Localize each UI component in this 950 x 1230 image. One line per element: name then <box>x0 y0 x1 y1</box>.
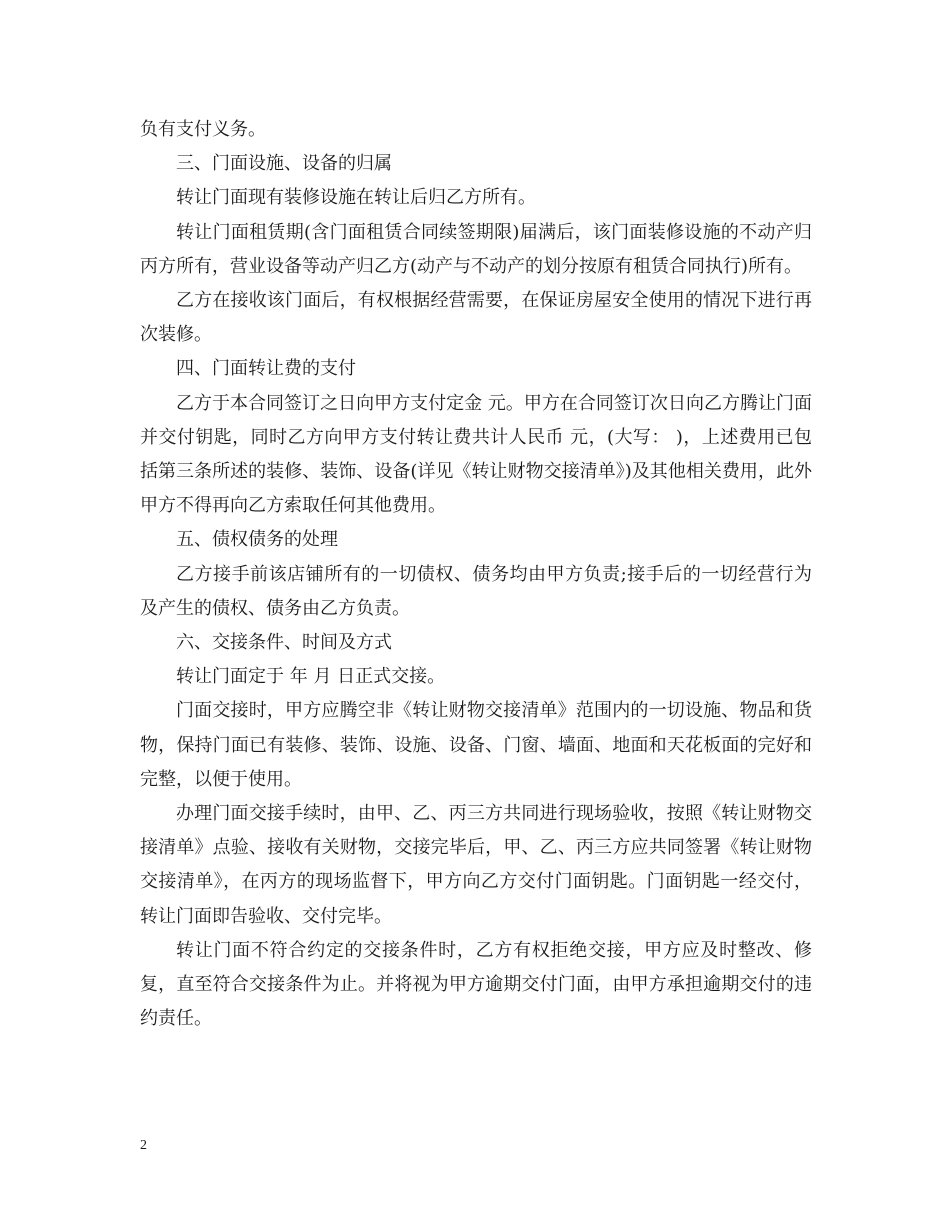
document-body <box>140 113 812 1036</box>
paragraph: 门面交接时，甲方应腾空非《转让财物交接清单》范围内的一切设施、物品和货物，保持门面已有装修、装饰、设施、设备、门窗、墙面、地面和天花板面的完好和完整，以便于使用。 <box>140 700 812 790</box>
paragraph: 转让门面现有装修设施在转让后归乙方所有。 <box>176 187 536 209</box>
page-number: 2 <box>140 1138 147 1153</box>
paragraph: 乙方在接收该门面后，有权根据经营需要，在保证房屋安全使用的情况下进行再次装修。 <box>140 290 812 346</box>
paragraph: 乙方于本合同签订之日向甲方支付定金 元。甲方在合同签订次日向乙方腾让门面并交付钥匙，同时乙方向甲方支付转让费共计人民币 元，(大写： )，上述费用已包括第三条所述的装修、装饰、设备(详见《转让财物交接清单》)及其他相关费用，此外甲方不得再向乙方索取任何其他费用。 <box>140 392 812 517</box>
section-heading-6: 六、交接条件、时间及方式 <box>176 632 392 654</box>
section-heading-3: 三、门面设施、设备的归属 <box>176 153 392 175</box>
paragraph-continuation: 负有支付义务。 <box>140 119 266 140</box>
paragraph: 转让门面定于 年 月 日正式交接。 <box>176 666 446 688</box>
paragraph: 转让门面不符合约定的交接条件时，乙方有权拒绝交接，甲方应及时整改、修复，直至符合交接条件为止。并将视为甲方逾期交付门面，由甲方承担逾期交付的违约责任。 <box>140 939 812 1030</box>
paragraph: 乙方接手前该店铺所有的一切债权、债务均由甲方负责;接手后的一切经营行为及产生的债权、债务由乙方负责。 <box>140 563 812 619</box>
section-heading-4: 四、门面转让费的支付 <box>176 358 356 380</box>
section-heading-5: 五、债权债务的处理 <box>176 529 338 551</box>
paragraph: 办理门面交接手续时，由甲、乙、丙三方共同进行现场验收，按照《转让财物交接清单》点验、接收有关财物，交接完毕后，甲、乙、丙三方应共同签署《转让财物交接清单》，在丙方的现场监督下，甲方向乙方交付门面钥匙。门面钥匙一经交付，转让门面即告验收、交付完毕。 <box>140 803 812 927</box>
paragraph: 转让门面租赁期(含门面租赁合同续签期限)届满后，该门面装修设施的不动产归丙方所有，营业设备等动产归乙方(动产与不动产的划分按原有租赁合同执行)所有。 <box>140 221 812 277</box>
